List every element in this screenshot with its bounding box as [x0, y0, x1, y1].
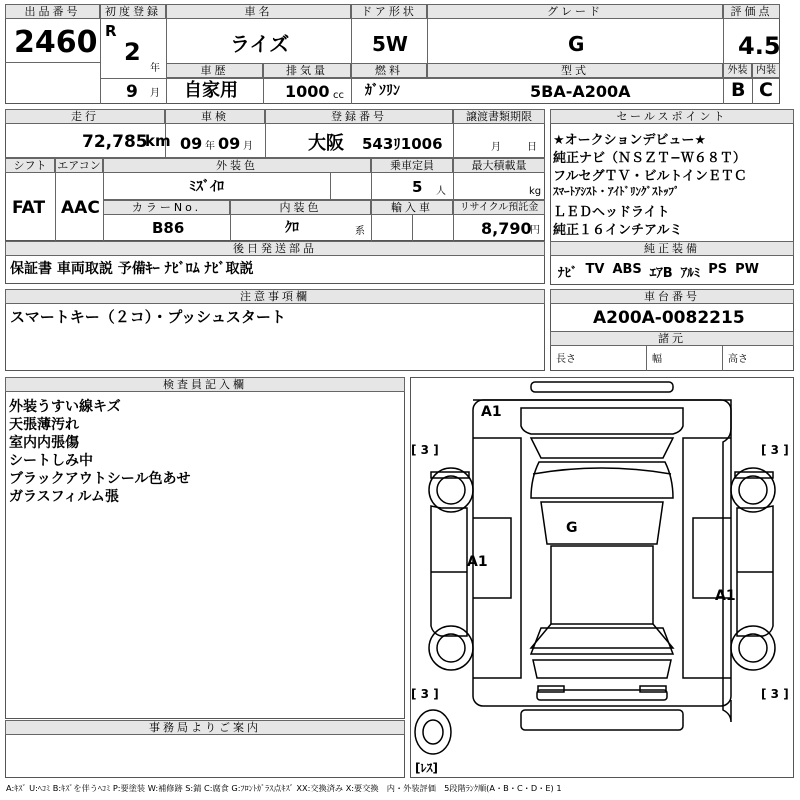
inspect-year-unit: 年	[205, 141, 215, 152]
sales-point-line: ＬＥＤヘッドライト	[553, 205, 670, 220]
spec-length: 長さ	[556, 354, 576, 365]
equipment-item: PW	[735, 262, 759, 277]
ext-label: 外装	[723, 63, 752, 78]
tire-rear-left: [ 3 ]	[411, 687, 439, 701]
car-name: ライズ	[230, 32, 290, 56]
mileage-value: 72,785	[82, 132, 148, 152]
year-unit: 年	[150, 63, 160, 74]
inspect-label: 車検	[165, 109, 265, 124]
inspect-month-unit: 月	[243, 141, 253, 152]
load-unit: kg	[529, 186, 542, 197]
sales-point-line: ｽﾏｰﾄｱｼｽﾄ・ｱｲﾄﾞﾘﾝｸﾞｽﾄｯﾌﾟ	[553, 185, 680, 198]
inspect-year: 09	[180, 134, 203, 153]
month-unit: 月	[150, 88, 160, 99]
inspect-month: 09	[218, 134, 241, 153]
capacity-unit: 人	[436, 186, 446, 197]
door-label: ドア形状	[351, 4, 427, 19]
interior-label: 内装色	[230, 200, 371, 215]
notes-text: スマートキー（２コ）・プッシュスタート	[10, 308, 286, 326]
equipment-list	[558, 262, 794, 281]
import-label: 輸入車	[371, 200, 453, 215]
int-grade: C	[759, 79, 773, 101]
spare-tire: [ﾚｽ]	[415, 761, 438, 775]
capacity-value: 5	[412, 178, 423, 196]
shift-label: シフト	[5, 158, 55, 173]
capacity-label: 乗車定員	[371, 158, 453, 173]
disp-unit: cc	[333, 90, 344, 101]
grade-value: G	[568, 32, 585, 56]
car-name-label: 車名	[166, 4, 351, 19]
tire-front-right: [ 3 ]	[761, 443, 789, 457]
transfer-month-unit: 月	[491, 142, 501, 153]
disp-label: 排気量	[263, 63, 351, 78]
later-parts-text: 保証書 車両取説 予備ｷｰ ﾅﾋﾞﾛﾑ ﾅﾋﾞ取説	[10, 261, 254, 277]
load-label: 最大積載量	[453, 158, 545, 173]
transfer-day-unit: 日	[527, 142, 537, 153]
inspector-label: 検査員記入欄	[5, 377, 405, 392]
legend: A:ｷｽﾞ U:ﾍｺﾐ B:ｷｽﾞを伴うﾍｺﾐ P:要塗装 W:補修跡 S:錆 C:腐食 G:ﾌﾛﾝﾄｶﾞﾗｽ点ｷｽﾞ XX:交換済み X:要交換 内・外装評価 5段階ﾗﾝｸ順(A・B・C・D・E) 1	[6, 783, 562, 793]
model-value: 5BA-A200A	[530, 82, 631, 101]
tire-rear-right: [ 3 ]	[761, 687, 789, 701]
score-label: 評価点	[723, 4, 780, 19]
int-label: 内装	[752, 63, 780, 78]
inspector-note: ガラスフィルム張	[9, 489, 119, 505]
equipment-item: TV	[585, 262, 605, 277]
colorno-label: カラーNo.	[103, 200, 230, 215]
sales-points-list	[553, 129, 793, 237]
inspector-note: 天張薄汚れ	[9, 417, 79, 433]
spec-height: 高さ	[728, 354, 748, 365]
grade-label: グレード	[427, 4, 723, 19]
chassis-number: A200A-0082215	[593, 308, 745, 328]
car-diagram	[410, 377, 794, 778]
inspector-note: ブラックアウトシール色あせ	[9, 471, 191, 487]
history-label: 車歴	[166, 63, 263, 78]
ac-label: エアコン	[55, 158, 103, 173]
tire-front-left: [ 3 ]	[411, 443, 439, 457]
damage-mark-center: G	[566, 520, 578, 536]
lot-number: 2460	[14, 25, 98, 60]
reg-month: 9	[126, 82, 138, 102]
damage-mark-left: A1	[467, 554, 488, 570]
sales-point-line: フルセグＴＶ・ビルトインＥＴＣ	[553, 169, 747, 184]
inspector-note: シートしみ中	[9, 453, 93, 469]
vehicle-info-block	[5, 109, 545, 241]
notes-label: 注意事項欄	[5, 289, 545, 304]
sales-point-line: 純正１６インチアルミ	[553, 223, 683, 238]
transfer-label: 譲渡書類期限	[453, 109, 545, 124]
fuel-label: 燃料	[351, 63, 427, 78]
recycle-unit: 円	[530, 225, 540, 236]
chassis-label: 車台番号	[550, 289, 794, 304]
inspector-notes	[9, 396, 190, 504]
spec-label: 諸元	[550, 331, 794, 346]
inspector-note: 外装うすい線キズ	[9, 399, 121, 415]
color-value: ﾐｽﾞｲﾛ	[189, 179, 224, 195]
inspector-note: 室内内張傷	[9, 435, 79, 451]
recycle-value: 8,790	[481, 219, 532, 238]
first-reg-label: 初度登録	[100, 4, 166, 19]
reg-year: 2	[124, 38, 141, 66]
mileage-unit: km	[145, 132, 171, 150]
interior-unit: 系	[355, 226, 365, 237]
colorno-value: B86	[152, 219, 185, 237]
mileage-label: 走行	[5, 109, 165, 124]
lot-label: 出品番号	[5, 4, 100, 19]
ac-value: AAC	[61, 198, 100, 218]
disp-value: 1000	[285, 82, 330, 101]
damage-mark-roof: A1	[481, 404, 502, 420]
ext-grade: B	[731, 79, 746, 101]
equipment-item: ｱﾙﾐ	[680, 266, 701, 281]
score-value: 4.5	[738, 32, 781, 60]
shift-value: FAT	[12, 198, 46, 218]
recycle-label: リサイクル預託金	[453, 200, 545, 215]
sales-point-line: 純正ナビ（ＮＳＺＴ−Ｗ６８Ｔ）	[553, 151, 746, 166]
regno-label: 登録番号	[265, 109, 453, 124]
equipment-item: PS	[708, 262, 728, 277]
car-diagram-drawing	[411, 378, 793, 777]
equipment-item: ABS	[612, 262, 642, 277]
regno-area: 大阪	[308, 133, 344, 154]
era: R	[105, 22, 117, 40]
regno-number: 543ﾘ1006	[362, 135, 443, 153]
fuel-value: ｶﾞｿﾘﾝ	[365, 83, 400, 99]
spec-width: 幅	[652, 354, 662, 365]
later-parts-label: 後日発送部品	[5, 241, 545, 256]
color-label: 外装色	[103, 158, 371, 173]
equipment-label: 純正装備	[550, 241, 794, 256]
interior-value: ｸﾛ	[285, 220, 299, 236]
office-label: 事務局よりご案内	[5, 720, 405, 735]
history-value: 自家用	[184, 80, 238, 101]
damage-mark-right: A1	[715, 588, 736, 604]
model-label: 型式	[427, 63, 723, 78]
equipment-item: ｴｱB	[649, 266, 673, 281]
equipment-item: ﾅﾋﾞ	[558, 266, 578, 281]
sales-points-label: セールスポイント	[550, 109, 794, 124]
door-type: 5W	[372, 32, 408, 56]
sales-point-line: ★オークションデビュー★	[553, 133, 707, 148]
